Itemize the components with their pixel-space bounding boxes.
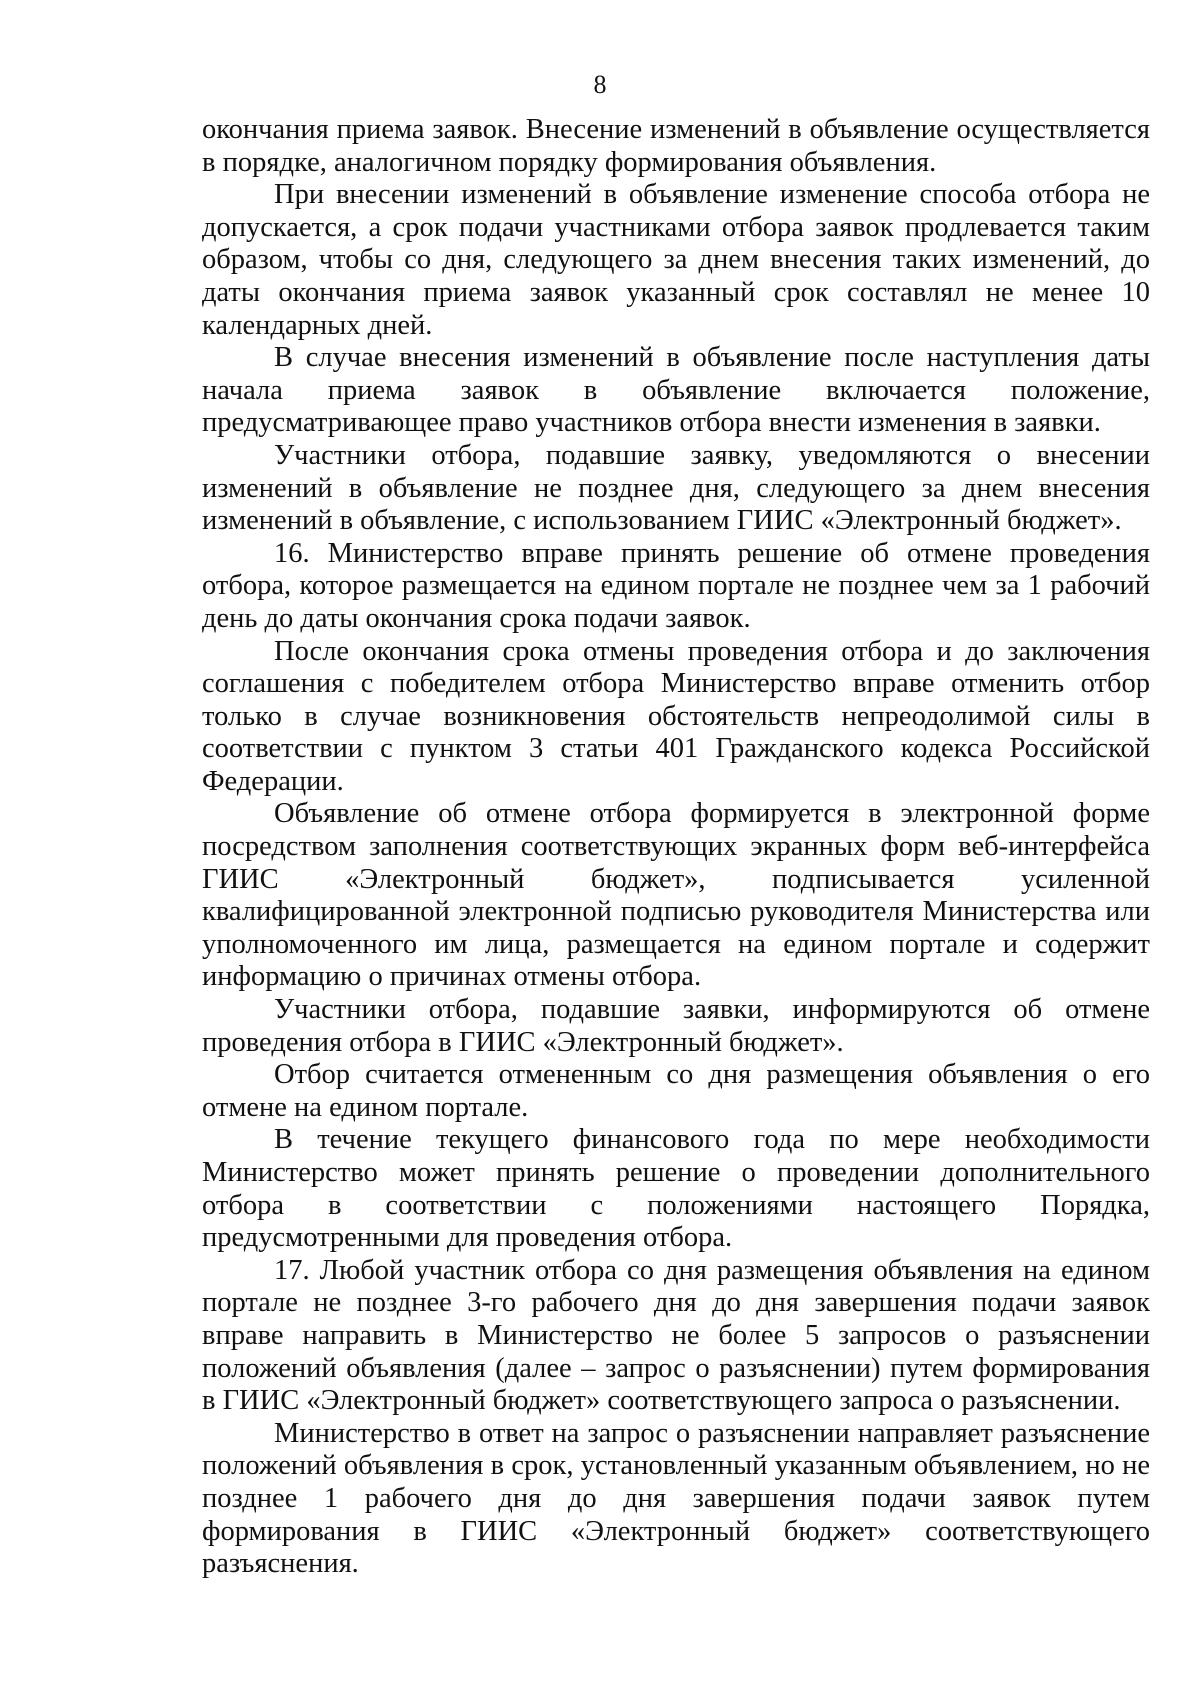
paragraph: После окончания срока отмены проведения отбора и до заключения соглашения с победителем отбора Министерство вправе отменить отбор только в случае возникновения обстоятельств непреодолимой силы в соответствии с пунктом 3 статьи 401 Гражданского кодекса Российской Федерации.	[202, 635, 1150, 797]
paragraph: Объявление об отмене отбора формируется в электронной форме посредством заполнения соответствующих экранных форм веб-интерфейса ГИИС «Электронный бюджет», подписывается усиленной квалифицированной электронной подписью руководителя Министерства или уполномоченного им лица, размещается на едином портале и содержит информацию о причинах отмены отбора.	[202, 798, 1150, 993]
paragraph: Участники отбора, подавшие заявки, информируются об отмене проведения отбора в ГИИС «Электронный бюджет».	[202, 994, 1150, 1058]
page-number: 8	[593, 70, 607, 99]
paragraph: Участники отбора, подавшие заявку, уведомляются о внесении изменений в объявление не позднее дня, следующего за днем внесения изменений в объявление, с использованием ГИИС «Электронный бюджет».	[202, 439, 1150, 537]
paragraph: При внесении изменений в объявление изменение способа отбора не допускается, а срок подачи участниками отбора заявок продлевается таким образом, чтобы со дня, следующего за днем внесения таких изменений, до даты окончания приема заявок указанный срок составлял не менее 10 календарных дней.	[202, 179, 1150, 341]
paragraph-continuation: окончания приема заявок. Внесение изменений в объявление осуществляется в порядке, аналогичном порядку формирования объявления.	[202, 114, 1150, 178]
document-body	[202, 114, 1150, 1581]
paragraph: В случае внесения изменений в объявление после наступления даты начала приема заявок в объявление включается положение, предусматривающее право участников отбора внести изменения в заявки.	[202, 342, 1150, 439]
paragraph: В течение текущего финансового года по мере необходимости Министерство может принять решение о проведении дополнительного отбора в соответствии с положениями настоящего Порядка, предусмотренными для проведения отбора.	[202, 1124, 1150, 1254]
paragraph-item-16: 16. Министерство вправе принять решение об отмене проведения отбора, которое размещается на едином портале не позднее чем за 1 рабочий день до даты окончания срока подачи заявок.	[202, 537, 1150, 634]
paragraph: Отбор считается отмененным со дня размещения объявления о его отмене на едином портале.	[202, 1059, 1150, 1123]
paragraph: Министерство в ответ на запрос о разъяснении направляет разъяснение положений объявления в срок, установленный указанным объявлением, но не позднее 1 рабочего дня до дня завершения подачи заявок путем формирования в ГИИС «Электронный бюджет» соответствующего разъяснения.	[202, 1417, 1150, 1580]
paragraph-item-17: 17. Любой участник отбора со дня размещения объявления на едином портале не позднее 3-го рабочего дня до дня завершения подачи заявок вправе направить в Министерство не более 5 запросов о разъяснении положений объявления (далее – запрос о разъяснении) путем формирования в ГИИС «Электронный бюджет» соответствующего запроса о разъяснении.	[202, 1254, 1150, 1417]
